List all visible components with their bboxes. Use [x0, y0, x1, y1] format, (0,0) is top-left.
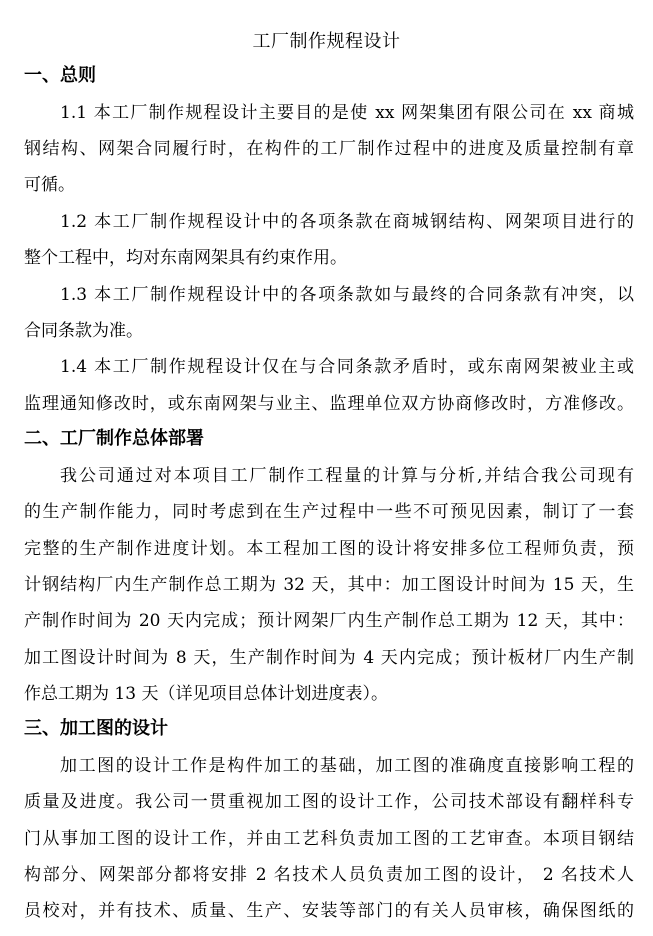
paragraph-line: 质量及进度。我公司一贯重视加工图的设计工作，公司技术部设有翻样科专: [24, 792, 634, 812]
paragraph-line: 1.4 本工厂制作规程设计仅在与合同条款矛盾时，或东南网架被业主或: [60, 357, 634, 377]
paragraph-line: 钢结构、网架合同履行时，在构件的工厂制作过程中的进度及质量控制有章: [24, 139, 634, 159]
paragraph-line: 1.1 本工厂制作规程设计主要目的是使 xx 网架集团有限公司在 xx 商城: [60, 103, 634, 123]
paragraph-line: 可循。: [24, 175, 75, 195]
paragraph-line: 1.2 本工厂制作规程设计中的各项条款在商城钢结构、网架项目进行的: [60, 212, 634, 232]
paragraph-line: 加工图的设计工作是构件加工的基础，加工图的准确度直接影响工程的: [60, 756, 634, 776]
paragraph-line: 门从事加工图的设计工作，并由工艺科负责加工图的工艺审查。本项目钢结: [24, 829, 634, 849]
section-heading-overall-deployment: 二、工厂制作总体部署: [24, 428, 204, 449]
paragraph-line: 完整的生产制作进度计划。本工程加工图的设计将安排多位工程师负责，预: [24, 539, 634, 559]
paragraph-line: 作总工期为 13 天（详见项目总体计划进度表）。: [24, 684, 388, 704]
paragraph-line: 员校对，并有技术、质量、生产、安装等部门的有关人员审核，确保图纸的: [24, 901, 634, 921]
paragraph-line: 产制作时间为 20 天内完成；预计网架厂内生产制作总工期为 12 天，其中：: [24, 611, 634, 631]
document-title: 工厂制作规程设计: [252, 31, 401, 52]
paragraph-line: 监理通知修改时，或东南网架与业主、监理单位双方协商修改时，方准修改。: [24, 394, 634, 414]
paragraph-line: 合同条款为准。: [24, 321, 143, 341]
paragraph-line: 的生产制作能力，同时考虑到在生产过程中一些不可预见因素，制订了一套: [24, 502, 634, 522]
paragraph-line: 我公司通过对本项目工厂制作工程量的计算与分析,并结合我公司现有: [60, 466, 634, 486]
paragraph-line: 加工图设计时间为 8 天，生产制作时间为 4 天内完成；预计板材厂内生产制: [24, 648, 634, 668]
paragraph-line: 计钢结构厂内生产制作总工期为 32 天，其中：加工图设计时间为 15 天，生: [24, 575, 634, 595]
paragraph-line: 构部分、网架部分都将安排 2 名技术人员负责加工图的设计， 2 名技术人: [24, 865, 634, 885]
section-heading-shop-drawing-design: 三、加工图的设计: [24, 718, 168, 739]
section-heading-general: 一、总则: [24, 65, 96, 86]
paragraph-line: 1.3 本工厂制作规程设计中的各项条款如与最终的合同条款有冲突，以: [60, 285, 634, 305]
paragraph-line: 整个工程中，均对东南网架具有约束作用。: [24, 248, 347, 268]
